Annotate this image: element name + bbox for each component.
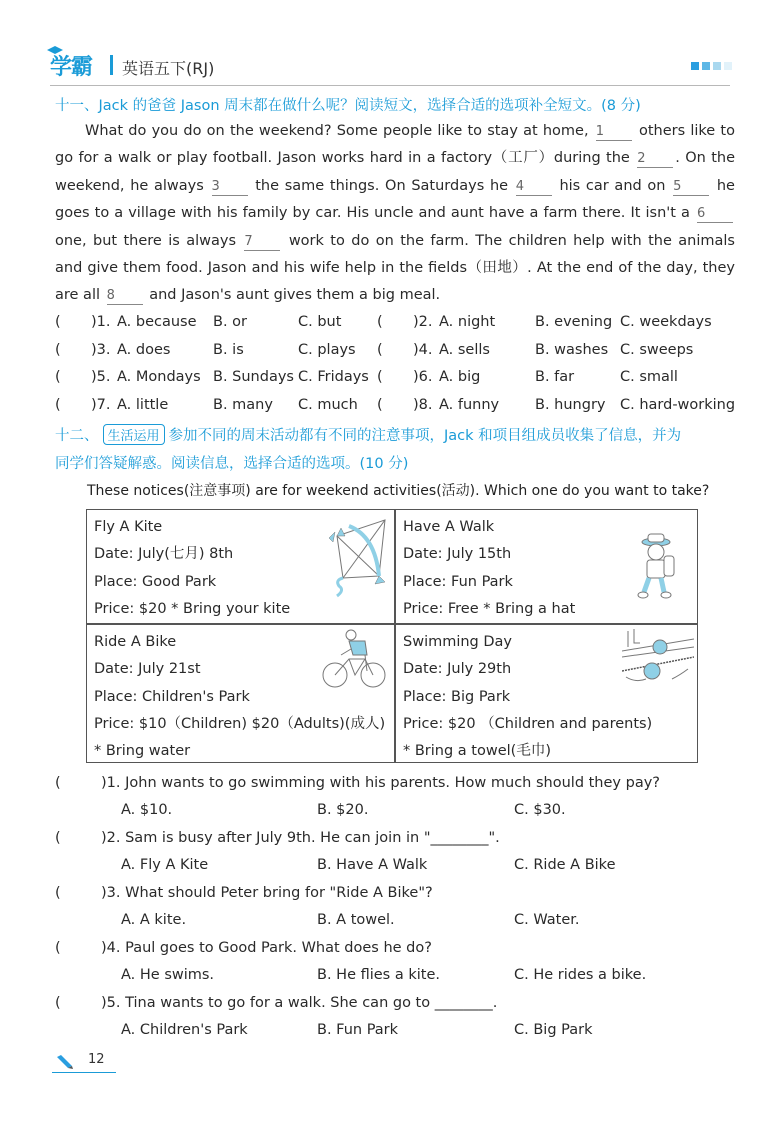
question-options (55, 1022, 755, 1042)
option-c[interactable]: C. small (620, 369, 678, 385)
question-stem: )1. John wants to go swimming with his parents. How much should they pay? (101, 775, 660, 791)
option-b[interactable]: B. Have A Walk (317, 857, 428, 873)
decorative-squares (691, 62, 732, 70)
cloze-question (55, 369, 755, 389)
option-c[interactable]: C. Ride A Bike (514, 857, 616, 873)
book-title: 英语五下(RJ) (122, 59, 215, 78)
passage-text: . On the weekend, he always (55, 150, 735, 194)
reading-question (55, 940, 755, 960)
answer-blank[interactable]: 1 (596, 124, 632, 141)
section-tag: 生活运用 (103, 424, 165, 445)
notice-line: Date: July 29th (403, 661, 512, 678)
reading-question (55, 885, 755, 905)
hiker-icon (636, 532, 678, 602)
answer-paren[interactable]: ( (55, 885, 61, 901)
option-c[interactable]: C. weekdays (620, 314, 712, 330)
section-12-title-line1: 参加不同的周末活动都有不同的注意事项，Jack 和项目组成员收集了信息，并为 (168, 428, 682, 444)
passage-text: work to do on the farm. The children help with the animals and give them food. Jason and his wife help in the fields（田地）. At the end of the day, they are all (55, 232, 735, 304)
answer-paren[interactable]: ( (55, 342, 61, 358)
notice-line: Price: $10（Children) $20（Adults)(成人) (94, 715, 386, 732)
option-b[interactable]: B. Fun Park (317, 1022, 399, 1038)
notice-line: Place: Fun Park (403, 573, 513, 590)
option-a[interactable]: A. funny (439, 397, 500, 413)
notice-line: Date: July(七月) 8th (94, 546, 234, 563)
answer-paren[interactable]: ( (377, 397, 383, 413)
option-a[interactable]: A. $10. (121, 802, 173, 818)
option-a[interactable]: A. A kite. (121, 912, 187, 928)
answer-paren[interactable]: ( (55, 314, 61, 330)
cyclist-icon (321, 629, 387, 691)
question-stem: )5. Tina wants to go for a walk. She can go to ________. (101, 995, 498, 1011)
reading-question (55, 995, 755, 1015)
cloze-question (55, 314, 755, 334)
notice-line: Price: Free * Bring a hat (403, 600, 576, 617)
answer-paren[interactable]: ( (55, 775, 61, 791)
reading-question (55, 775, 755, 795)
option-c[interactable]: C. $30. (514, 802, 566, 818)
passage-text: others like to go for a walk or play football. Jason works hard in a factory（工厂）during the (55, 123, 735, 167)
notice-line: Ride A Bike (94, 634, 177, 650)
cloze-question (55, 342, 755, 362)
passage-text: he goes to a village with his family by car. His uncle and aunt have a farm there. It isn't a (55, 177, 735, 222)
square-icon (702, 62, 710, 70)
option-b[interactable]: B. He flies a kite. (317, 967, 440, 983)
answer-paren[interactable]: ( (377, 369, 383, 385)
notice-have-a-walk (396, 510, 699, 623)
question-number: )6. (413, 369, 433, 385)
answer-blank[interactable]: 7 (244, 234, 280, 251)
passage-text: What do you do on the weekend? Some people like to stay at home, (85, 123, 594, 139)
passage-text: his car and on (553, 177, 672, 194)
kite-icon (327, 516, 389, 600)
option-a[interactable]: A. because (117, 314, 197, 330)
question-number: )2. (413, 314, 433, 330)
page-header (50, 50, 740, 82)
section-11-title: 十一、Jack 的爸爸 Jason 周末都在做什么呢？阅读短文，选择合适的选项补全短文。(8 分) (55, 98, 641, 114)
notices-intro: These notices(注意事项) are for weekend activities(活动). Which one do you want to take? (87, 483, 710, 499)
answer-blank[interactable]: 6 (697, 206, 733, 223)
answer-paren[interactable]: ( (55, 369, 61, 385)
question-number: )5. (91, 369, 111, 385)
passage-text: the same things. On Saturdays he (249, 177, 514, 194)
section-12-prefix: 十二、 (55, 428, 99, 444)
notice-line: Swimming Day (403, 634, 513, 650)
notice-ride-a-bike (87, 625, 394, 764)
option-a[interactable]: A. sells (439, 342, 490, 358)
question-number: )3. (91, 342, 111, 358)
notice-fly-a-kite (87, 510, 394, 623)
passage-text: one, but there is always (55, 232, 243, 249)
question-stem: )4. Paul goes to Good Park. What does he do? (101, 940, 432, 956)
question-number: )4. (413, 342, 433, 358)
reading-passage (55, 118, 735, 310)
option-b[interactable]: B. washes (535, 342, 609, 358)
option-c[interactable]: C. Fridays (298, 369, 369, 385)
answer-blank[interactable]: 3 (212, 179, 248, 196)
pencil-icon (55, 1055, 73, 1069)
option-c[interactable]: C. plays (298, 342, 356, 358)
footer-line (52, 1072, 116, 1073)
notice-line: Date: July 15th (403, 546, 512, 563)
square-icon (713, 62, 721, 70)
option-b[interactable]: B. or (213, 314, 247, 330)
answer-paren[interactable]: ( (377, 342, 383, 358)
option-b[interactable]: B. many (213, 397, 273, 413)
notice-line: Date: July 21st (94, 661, 201, 678)
header-divider (50, 85, 730, 86)
notice-line: Price: $20 * Bring your kite (94, 600, 291, 617)
question-stem: )3. What should Peter bring for "Ride A Bike"? (101, 885, 433, 901)
question-options (55, 912, 755, 932)
square-icon (724, 62, 732, 70)
notice-line: * Bring a towel(毛巾) (403, 743, 551, 760)
option-a[interactable]: A. little (117, 397, 169, 413)
option-b[interactable]: B. hungry (535, 397, 606, 413)
question-number: )8. (413, 397, 433, 413)
option-a[interactable]: A. big (439, 369, 481, 385)
answer-paren[interactable]: ( (55, 995, 61, 1011)
brand-logo: 学霸 (50, 55, 93, 80)
square-icon (691, 62, 699, 70)
answer-paren[interactable]: ( (377, 314, 383, 330)
option-b[interactable]: B. evening (535, 314, 613, 330)
answer-paren[interactable]: ( (55, 830, 61, 846)
answer-blank[interactable]: 4 (516, 179, 552, 196)
option-a[interactable]: A. night (439, 314, 496, 330)
answer-paren[interactable]: ( (55, 940, 61, 956)
option-b[interactable]: B. far (535, 369, 575, 385)
question-options (55, 802, 755, 822)
notice-swimming-day (396, 625, 699, 764)
section-12-title (55, 424, 755, 445)
page-number: 12 (88, 1052, 105, 1067)
question-number: )1. (91, 314, 111, 330)
swimmers-icon (622, 627, 694, 689)
notice-line: Fly A Kite (94, 519, 163, 535)
option-c[interactable]: C. sweeps (620, 342, 694, 358)
option-c[interactable]: C. but (298, 314, 342, 330)
option-b[interactable]: B. $20. (317, 802, 369, 818)
answer-blank[interactable]: 8 (107, 288, 143, 305)
option-b[interactable]: B. is (213, 342, 244, 358)
answer-blank[interactable]: 5 (673, 179, 709, 196)
question-stem: )2. Sam is busy after July 9th. He can join in "________". (101, 830, 500, 846)
option-a[interactable]: A. does (117, 342, 171, 358)
option-a[interactable]: A. Fly A Kite (121, 857, 209, 873)
option-a[interactable]: A. Mondays (117, 369, 201, 385)
option-b[interactable]: B. Sundays (213, 369, 294, 385)
option-c[interactable]: C. Big Park (514, 1022, 593, 1038)
notice-line: Price: $20 （Children and parents) (403, 715, 653, 732)
option-c[interactable]: C. hard-working (620, 397, 736, 413)
option-a[interactable]: A. Children's Park (121, 1022, 248, 1038)
notice-line: Place: Good Park (94, 573, 217, 590)
option-c[interactable]: C. Water. (514, 912, 580, 928)
section-12-title-line2: 同学们答疑解惑。阅读信息，选择合适的选项。(10 分) (55, 456, 409, 472)
passage-text: and Jason's aunt gives them a big meal. (144, 287, 441, 304)
reading-question (55, 830, 755, 850)
option-c[interactable]: C. much (298, 397, 358, 413)
notice-line: * Bring water (94, 743, 191, 760)
question-number: )7. (91, 397, 111, 413)
logo-divider (110, 55, 113, 75)
question-options (55, 857, 755, 877)
question-options (55, 967, 755, 987)
notice-line: Place: Children's Park (94, 688, 250, 705)
notices-table (86, 509, 698, 763)
cloze-question (55, 397, 755, 417)
answer-paren[interactable]: ( (55, 397, 61, 413)
answer-blank[interactable]: 2 (637, 151, 673, 168)
option-a[interactable]: A. He swims. (121, 967, 215, 983)
notice-line: Place: Big Park (403, 688, 511, 705)
option-c[interactable]: C. He rides a bike. (514, 967, 647, 983)
option-b[interactable]: B. A towel. (317, 912, 395, 928)
notice-line: Have A Walk (403, 519, 495, 535)
